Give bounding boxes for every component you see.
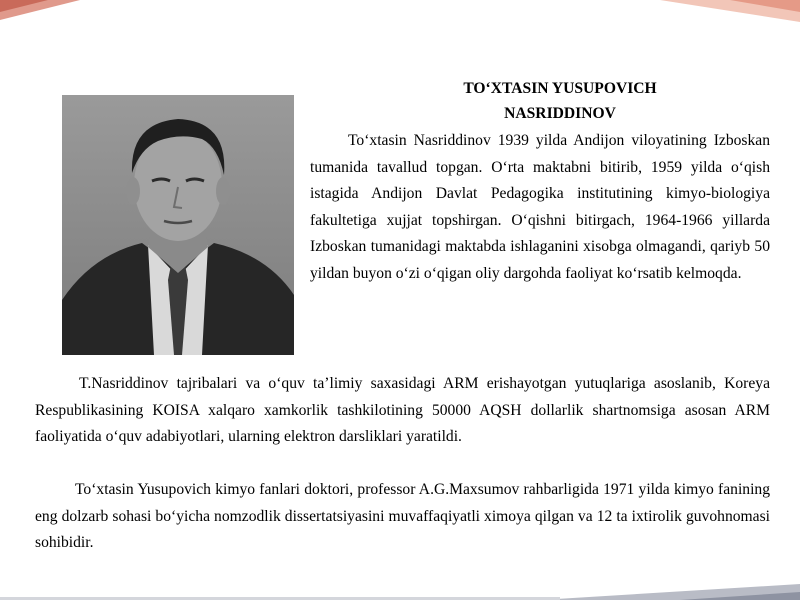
corner-decoration-top-left-inner xyxy=(0,0,48,12)
paragraph-dissertation: Toʻxtasin Yusupovich kimyo fanlari doktori, professor A.G.Maxsumov rahbarligida 1971 yilda kimyo fanining eng dolzarb sohasi boʻyicha nomzodlik dissertatsiyasini muvaffaqiyatli ximoya qilgan va 12 ta ixtirolik guvohnomasi sohibidir. xyxy=(35,481,770,551)
page-title xyxy=(410,76,710,126)
corner-decoration-top-right-inner xyxy=(730,0,800,12)
title-line-1: TOʻXTASIN YUSUPOVICH xyxy=(463,80,657,97)
corner-decoration-bottom-right-inner xyxy=(680,592,800,600)
paragraph-achievements: T.Nasriddinov tajribalari va oʻquv taʼlimiy saxasidagi ARM erishayotgan yutuqlariga asoslanib, Koreya Respublikasining KOISA xalqaro xamkorlik tashkilotining 50000 AQSH dollarlik shartnomsiga asosan ARM faoliyatida oʻquv adabiyotlari, ularning elektron darsliklari yaratildi. xyxy=(35,375,770,445)
portrait-photo xyxy=(62,95,294,355)
intro-paragraph: Toʻxtasin Nasriddinov 1939 yilda Andijon viloyatining Izboskan tumanida tavallud topgan. Oʻrta maktabni bitirib, 1959 yilda oʻqish istagida Andijon Davlat Pedagogika institutining kimyo-biologiya fakultetiga xujjat topshirgan. Oʻqishni bitirgach, 1964-1966 yillarda Izboskan tumanidagi maktabda ishlaganini xisobga olmagandi, qariyb 50 yildan buyon oʻzi oʻqigan oliy dargohda faoliyat koʻrsatib kelmoqda. xyxy=(310,132,770,282)
title-line-2: NASRIDDINOV xyxy=(504,105,616,122)
